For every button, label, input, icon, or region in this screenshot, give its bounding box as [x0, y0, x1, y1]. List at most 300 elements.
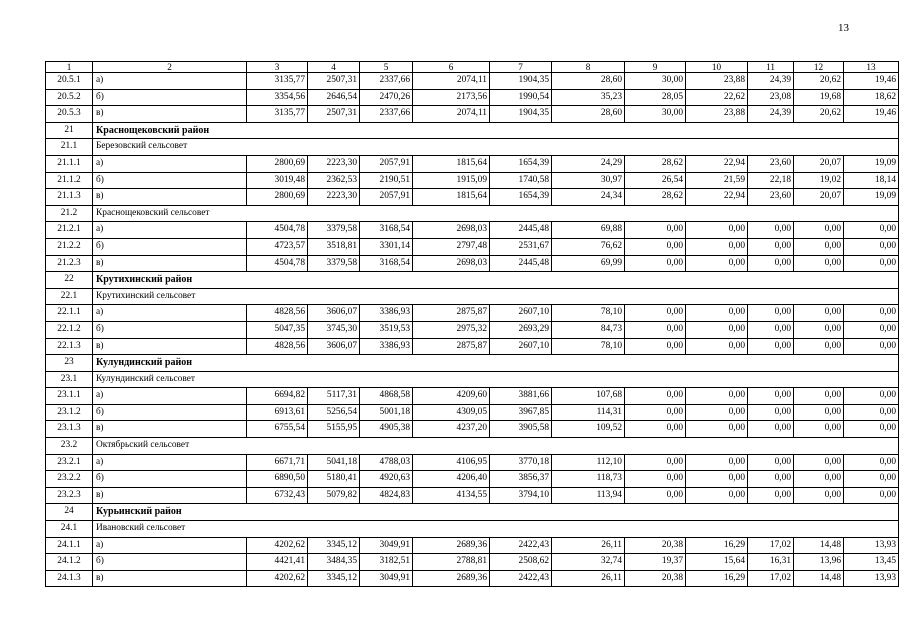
row-code: 20.5.2: [46, 89, 93, 106]
value-cell: 0,00: [625, 305, 686, 322]
table-row: [46, 487, 899, 504]
value-cell: 0,00: [686, 454, 748, 471]
value-cell: 26,54: [625, 172, 686, 189]
district-row: [46, 122, 899, 139]
district-code: 24: [46, 504, 93, 521]
value-cell: 2788,81: [413, 554, 490, 571]
value-cell: 0,00: [794, 388, 844, 405]
value-cell: 1815,64: [413, 189, 490, 206]
value-cell: 28,62: [625, 189, 686, 206]
value-cell: 2646,54: [308, 89, 360, 106]
variant-label: б): [93, 471, 247, 488]
table-row: [46, 338, 899, 355]
settlement-code: 23.1: [46, 371, 93, 388]
value-cell: 0,00: [748, 421, 794, 438]
value-cell: 3518,81: [308, 238, 360, 255]
value-cell: 3182,51: [360, 554, 413, 571]
value-cell: 19,02: [794, 172, 844, 189]
value-cell: 26,11: [552, 537, 625, 554]
table-row: [46, 471, 899, 488]
row-code: 21.1.3: [46, 189, 93, 206]
value-cell: 1904,35: [490, 106, 552, 123]
value-cell: 0,00: [625, 238, 686, 255]
value-cell: 1815,64: [413, 155, 490, 172]
value-cell: 0,00: [844, 454, 899, 471]
value-cell: 2445,48: [490, 255, 552, 272]
value-cell: 4209,60: [413, 388, 490, 405]
value-cell: 24,39: [748, 106, 794, 123]
table-row: [46, 570, 899, 587]
table-row: [46, 554, 899, 571]
value-cell: 1740,58: [490, 172, 552, 189]
value-cell: 2698,03: [413, 255, 490, 272]
settlement-row: [46, 371, 899, 388]
value-cell: 13,45: [844, 554, 899, 571]
row-code: 23.1.3: [46, 421, 93, 438]
value-cell: 112,10: [552, 454, 625, 471]
value-cell: 5041,18: [308, 454, 360, 471]
value-cell: 23,60: [748, 155, 794, 172]
variant-label: б): [93, 238, 247, 255]
settlement-name: Кулундинский сельсовет: [93, 371, 899, 388]
table-row: [46, 454, 899, 471]
value-cell: 0,00: [686, 471, 748, 488]
value-cell: 69,88: [552, 222, 625, 239]
value-cell: 5079,82: [308, 487, 360, 504]
value-cell: 13,93: [844, 537, 899, 554]
value-cell: 2689,36: [413, 537, 490, 554]
value-cell: 5047,35: [247, 321, 308, 338]
value-cell: 2875,87: [413, 305, 490, 322]
value-cell: 17,02: [748, 570, 794, 587]
value-cell: 0,00: [625, 255, 686, 272]
value-cell: 19,37: [625, 554, 686, 571]
settlement-name: Ивановский сельсовет: [93, 521, 899, 538]
value-cell: 5155,95: [308, 421, 360, 438]
settlement-code: 23.2: [46, 438, 93, 455]
settlement-code: 24.1: [46, 521, 93, 538]
value-cell: 19,09: [844, 155, 899, 172]
value-cell: 20,62: [794, 106, 844, 123]
value-cell: 26,11: [552, 570, 625, 587]
value-cell: 24,39: [748, 73, 794, 90]
value-cell: 113,94: [552, 487, 625, 504]
variant-label: в): [93, 189, 247, 206]
value-cell: 0,00: [748, 238, 794, 255]
variant-label: а): [93, 454, 247, 471]
value-cell: 3606,07: [308, 305, 360, 322]
value-cell: 15,64: [686, 554, 748, 571]
value-cell: 19,46: [844, 106, 899, 123]
value-cell: 118,73: [552, 471, 625, 488]
value-cell: 84,73: [552, 321, 625, 338]
value-cell: 4868,58: [360, 388, 413, 405]
value-cell: 0,00: [748, 487, 794, 504]
table-row: [46, 404, 899, 421]
table-row: [46, 222, 899, 239]
value-cell: 32,74: [552, 554, 625, 571]
value-cell: 0,00: [794, 305, 844, 322]
value-cell: 3519,53: [360, 321, 413, 338]
value-cell: 20,07: [794, 155, 844, 172]
value-cell: 20,38: [625, 570, 686, 587]
variant-label: а): [93, 388, 247, 405]
value-cell: 0,00: [844, 404, 899, 421]
value-cell: 21,59: [686, 172, 748, 189]
value-cell: 4723,57: [247, 238, 308, 255]
value-cell: 22,18: [748, 172, 794, 189]
value-cell: 0,00: [748, 255, 794, 272]
value-cell: 69,99: [552, 255, 625, 272]
value-cell: 3745,30: [308, 321, 360, 338]
value-cell: 6913,61: [247, 404, 308, 421]
value-cell: 2875,87: [413, 338, 490, 355]
value-cell: 35,23: [552, 89, 625, 106]
value-cell: 3301,14: [360, 238, 413, 255]
value-cell: 19,09: [844, 189, 899, 206]
value-cell: 107,68: [552, 388, 625, 405]
value-cell: 0,00: [625, 321, 686, 338]
value-cell: 4920,63: [360, 471, 413, 488]
value-cell: 2074,11: [413, 106, 490, 123]
value-cell: 28,60: [552, 73, 625, 90]
table-row: [46, 388, 899, 405]
value-cell: 6890,50: [247, 471, 308, 488]
value-cell: 3135,77: [247, 106, 308, 123]
value-cell: 28,05: [625, 89, 686, 106]
value-cell: 4206,40: [413, 471, 490, 488]
value-cell: 0,00: [794, 454, 844, 471]
value-cell: 2508,62: [490, 554, 552, 571]
value-cell: 0,00: [748, 388, 794, 405]
value-cell: 20,62: [794, 73, 844, 90]
table-row: [46, 106, 899, 123]
value-cell: 19,68: [794, 89, 844, 106]
district-row: [46, 355, 899, 372]
table-row: [46, 73, 899, 90]
table-row: [46, 305, 899, 322]
value-cell: 24,34: [552, 189, 625, 206]
settlement-name: Крутихинский сельсовет: [93, 288, 899, 305]
settlement-code: 21.1: [46, 139, 93, 156]
value-cell: 0,00: [748, 404, 794, 421]
value-cell: 2975,32: [413, 321, 490, 338]
variant-label: б): [93, 89, 247, 106]
value-cell: 3856,37: [490, 471, 552, 488]
value-cell: 0,00: [794, 404, 844, 421]
district-row: [46, 504, 899, 521]
value-cell: 3049,91: [360, 537, 413, 554]
value-cell: 20,07: [794, 189, 844, 206]
value-cell: 0,00: [625, 487, 686, 504]
row-code: 23.2.2: [46, 471, 93, 488]
value-cell: 0,00: [794, 321, 844, 338]
row-code: 24.1.3: [46, 570, 93, 587]
value-cell: 4421,41: [247, 554, 308, 571]
value-cell: 0,00: [844, 471, 899, 488]
district-name: Кулундинский район: [93, 355, 899, 372]
settlement-row: [46, 521, 899, 538]
settlement-code: 21.2: [46, 205, 93, 222]
value-cell: 14,48: [794, 537, 844, 554]
value-cell: 2800,69: [247, 189, 308, 206]
value-cell: 3049,91: [360, 570, 413, 587]
value-cell: 0,00: [844, 421, 899, 438]
value-cell: 2422,43: [490, 537, 552, 554]
value-cell: 0,00: [748, 321, 794, 338]
row-code: 24.1.2: [46, 554, 93, 571]
settlement-row: [46, 205, 899, 222]
value-cell: 0,00: [748, 471, 794, 488]
value-cell: 3354,56: [247, 89, 308, 106]
value-cell: 22,94: [686, 189, 748, 206]
value-cell: 2337,66: [360, 106, 413, 123]
value-cell: 0,00: [844, 321, 899, 338]
value-cell: 1915,09: [413, 172, 490, 189]
value-cell: 3606,07: [308, 338, 360, 355]
header-cell: 3: [247, 62, 308, 73]
tariff-table: [45, 61, 899, 587]
value-cell: 2362,53: [308, 172, 360, 189]
value-cell: 4202,62: [247, 537, 308, 554]
value-cell: 13,96: [794, 554, 844, 571]
value-cell: 23,60: [748, 189, 794, 206]
value-cell: 6732,43: [247, 487, 308, 504]
value-cell: 0,00: [748, 454, 794, 471]
value-cell: 4788,03: [360, 454, 413, 471]
value-cell: 5117,31: [308, 388, 360, 405]
value-cell: 0,00: [686, 388, 748, 405]
table-row: [46, 537, 899, 554]
value-cell: 2689,36: [413, 570, 490, 587]
value-cell: 0,00: [844, 222, 899, 239]
value-cell: 3345,12: [308, 537, 360, 554]
header-cell: 4: [308, 62, 360, 73]
value-cell: 0,00: [625, 338, 686, 355]
value-cell: 16,29: [686, 537, 748, 554]
value-cell: 0,00: [794, 238, 844, 255]
header-cell: 7: [490, 62, 552, 73]
district-code: 21: [46, 122, 93, 139]
value-cell: 4824,83: [360, 487, 413, 504]
value-cell: 4106,95: [413, 454, 490, 471]
value-cell: 20,38: [625, 537, 686, 554]
settlement-code: 22.1: [46, 288, 93, 305]
table-row: [46, 238, 899, 255]
value-cell: 3379,58: [308, 222, 360, 239]
variant-label: а): [93, 73, 247, 90]
value-cell: 28,62: [625, 155, 686, 172]
value-cell: 3386,93: [360, 338, 413, 355]
value-cell: 22,94: [686, 155, 748, 172]
value-cell: 0,00: [794, 338, 844, 355]
district-name: Курьинский район: [93, 504, 899, 521]
table-row: [46, 172, 899, 189]
header-cell: 9: [625, 62, 686, 73]
variant-label: а): [93, 305, 247, 322]
value-cell: 2057,91: [360, 189, 413, 206]
value-cell: 6671,71: [247, 454, 308, 471]
value-cell: 4202,62: [247, 570, 308, 587]
variant-label: а): [93, 155, 247, 172]
value-cell: 2531,67: [490, 238, 552, 255]
variant-label: б): [93, 404, 247, 421]
table-row: [46, 421, 899, 438]
variant-label: в): [93, 487, 247, 504]
settlement-name: Краснощековский сельсовет: [93, 205, 899, 222]
header-cell: 5: [360, 62, 413, 73]
header-row: [46, 62, 899, 73]
value-cell: 76,62: [552, 238, 625, 255]
value-cell: 16,29: [686, 570, 748, 587]
value-cell: 3770,18: [490, 454, 552, 471]
value-cell: 1654,39: [490, 189, 552, 206]
variant-label: б): [93, 554, 247, 571]
value-cell: 14,48: [794, 570, 844, 587]
value-cell: 2445,48: [490, 222, 552, 239]
value-cell: 2693,29: [490, 321, 552, 338]
row-code: 21.2.2: [46, 238, 93, 255]
value-cell: 4504,78: [247, 222, 308, 239]
value-cell: 3967,85: [490, 404, 552, 421]
table-row: [46, 155, 899, 172]
value-cell: 0,00: [794, 487, 844, 504]
value-cell: 0,00: [794, 255, 844, 272]
value-cell: 3794,10: [490, 487, 552, 504]
value-cell: 0,00: [625, 454, 686, 471]
page-number: 13: [838, 22, 849, 34]
value-cell: 4828,56: [247, 338, 308, 355]
value-cell: 3379,58: [308, 255, 360, 272]
value-cell: 13,93: [844, 570, 899, 587]
row-code: 23.1.1: [46, 388, 93, 405]
value-cell: 0,00: [686, 255, 748, 272]
district-code: 23: [46, 355, 93, 372]
value-cell: 0,00: [686, 222, 748, 239]
value-cell: 18,62: [844, 89, 899, 106]
value-cell: 0,00: [844, 255, 899, 272]
row-code: 23.2.3: [46, 487, 93, 504]
value-cell: 0,00: [625, 222, 686, 239]
value-cell: 0,00: [748, 222, 794, 239]
value-cell: 2607,10: [490, 305, 552, 322]
value-cell: 24,29: [552, 155, 625, 172]
value-cell: 17,02: [748, 537, 794, 554]
district-name: Крутихинский район: [93, 272, 899, 289]
value-cell: 2173,56: [413, 89, 490, 106]
row-code: 22.1.3: [46, 338, 93, 355]
table-row: [46, 255, 899, 272]
value-cell: 1904,35: [490, 73, 552, 90]
table-row: [46, 189, 899, 206]
value-cell: 114,31: [552, 404, 625, 421]
value-cell: 6694,82: [247, 388, 308, 405]
value-cell: 2337,66: [360, 73, 413, 90]
value-cell: 0,00: [844, 305, 899, 322]
variant-label: в): [93, 255, 247, 272]
variant-label: а): [93, 222, 247, 239]
row-code: 21.2.3: [46, 255, 93, 272]
row-code: 20.5.3: [46, 106, 93, 123]
variant-label: в): [93, 570, 247, 587]
value-cell: 4828,56: [247, 305, 308, 322]
value-cell: 23,88: [686, 73, 748, 90]
value-cell: 5256,54: [308, 404, 360, 421]
value-cell: 0,00: [625, 421, 686, 438]
value-cell: 1990,54: [490, 89, 552, 106]
value-cell: 78,10: [552, 338, 625, 355]
header-cell: 13: [844, 62, 899, 73]
value-cell: 0,00: [794, 421, 844, 438]
value-cell: 0,00: [686, 305, 748, 322]
value-cell: 2470,26: [360, 89, 413, 106]
variant-label: б): [93, 172, 247, 189]
value-cell: 2057,91: [360, 155, 413, 172]
value-cell: 0,00: [748, 305, 794, 322]
table-row: [46, 89, 899, 106]
header-cell: 12: [794, 62, 844, 73]
value-cell: 2422,43: [490, 570, 552, 587]
value-cell: 3386,93: [360, 305, 413, 322]
value-cell: 16,31: [748, 554, 794, 571]
value-cell: 2507,31: [308, 106, 360, 123]
header-cell: 8: [552, 62, 625, 73]
variant-label: в): [93, 106, 247, 123]
district-row: [46, 272, 899, 289]
row-code: 22.1.2: [46, 321, 93, 338]
value-cell: 23,08: [748, 89, 794, 106]
value-cell: 6755,54: [247, 421, 308, 438]
value-cell: 19,46: [844, 73, 899, 90]
value-cell: 30,97: [552, 172, 625, 189]
header-cell: 6: [413, 62, 490, 73]
value-cell: 30,00: [625, 73, 686, 90]
variant-label: б): [93, 321, 247, 338]
row-code: 20.5.1: [46, 73, 93, 90]
value-cell: 4237,20: [413, 421, 490, 438]
value-cell: 2190,51: [360, 172, 413, 189]
value-cell: 0,00: [844, 487, 899, 504]
value-cell: 0,00: [748, 338, 794, 355]
value-cell: 0,00: [625, 388, 686, 405]
value-cell: 0,00: [844, 388, 899, 405]
value-cell: 0,00: [625, 471, 686, 488]
header-cell: 2: [93, 62, 247, 73]
value-cell: 2797,48: [413, 238, 490, 255]
table-row: [46, 321, 899, 338]
variant-label: в): [93, 338, 247, 355]
district-name: Краснощековский район: [93, 122, 899, 139]
value-cell: 4905,38: [360, 421, 413, 438]
header-cell: 1: [46, 62, 93, 73]
settlement-name: Березовский сельсовет: [93, 139, 899, 156]
settlement-name: Октябрьский сельсовет: [93, 438, 899, 455]
value-cell: 0,00: [794, 222, 844, 239]
variant-label: а): [93, 537, 247, 554]
value-cell: 2223,30: [308, 155, 360, 172]
value-cell: 0,00: [686, 421, 748, 438]
value-cell: 3484,35: [308, 554, 360, 571]
value-cell: 2607,10: [490, 338, 552, 355]
settlement-row: [46, 438, 899, 455]
value-cell: 0,00: [686, 321, 748, 338]
value-cell: 78,10: [552, 305, 625, 322]
value-cell: 2800,69: [247, 155, 308, 172]
row-code: 21.2.1: [46, 222, 93, 239]
header-cell: 11: [748, 62, 794, 73]
value-cell: 22,62: [686, 89, 748, 106]
value-cell: 3135,77: [247, 73, 308, 90]
